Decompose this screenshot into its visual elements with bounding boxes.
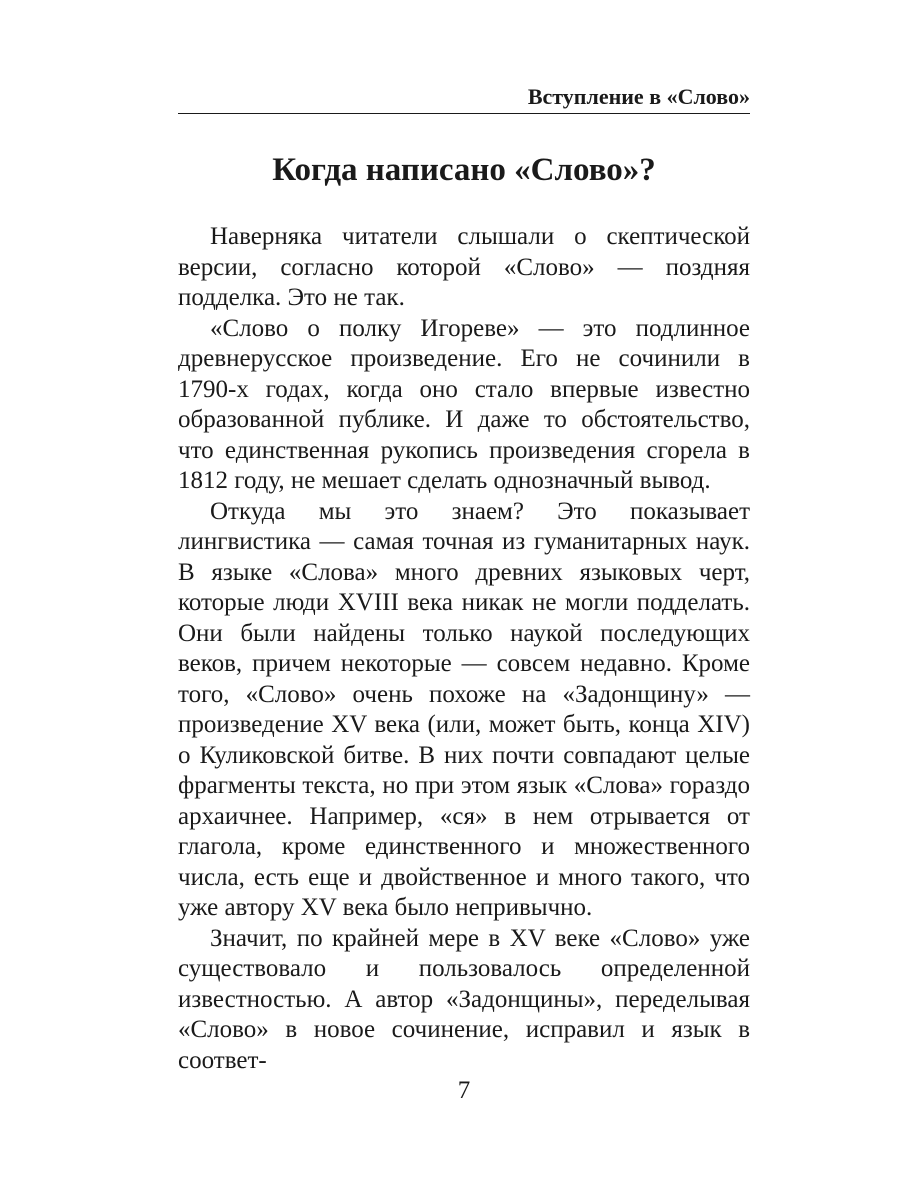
running-header: Вступление в «Слово» <box>178 84 750 114</box>
paragraph: Наверняка читатели слышали о скептической версии, согласно которой «Слово» — поздняя подделка. Это не так. <box>178 223 750 311</box>
chapter-title: Когда написано «Слово»? <box>272 152 656 188</box>
page-number: 7 <box>457 1077 471 1104</box>
body-text <box>178 222 750 1076</box>
paragraph: Откуда мы это знаем? Это показывает лингвистика — самая точная из гуманитарных наук. В языке «Слова» много древних языковых черт, которые люди XVIII века никак не могли подделать. Они были найдены только наукой последующих веков, причем некоторые — совсем недавно. Кроме того, «Слово» очень похоже на «Задонщину» — произведение XV века (или, может быть, конца XIV) о Куликовской битве. В них почти совпадают целые фрагменты текста, но при этом язык «Слова» гораздо архаичнее. Например, «ся» в нем отрывается от глагола, кроме единственного и множественного числа, есть еще и двойственное и много такого, что уже автору XV века было непривычно. <box>178 497 750 921</box>
paragraph: «Слово о полку Игореве» — это подлинное древнерусское произведение. Его не сочинили в 1790-х годах, когда оно стало впервые известно образованной публике. И даже то обстоятельство, что единственная рукопись произведения сгорела в 1812 году, не мешает сделать однозначный вывод. <box>178 314 750 494</box>
paragraph: Значит, по крайней мере в XV веке «Слово» уже существовало и пользовалось определенной известностью. А автор «Задонщины», переделывая «Слово» в новое сочинение, исправил и язык в соответ- <box>178 924 750 1074</box>
